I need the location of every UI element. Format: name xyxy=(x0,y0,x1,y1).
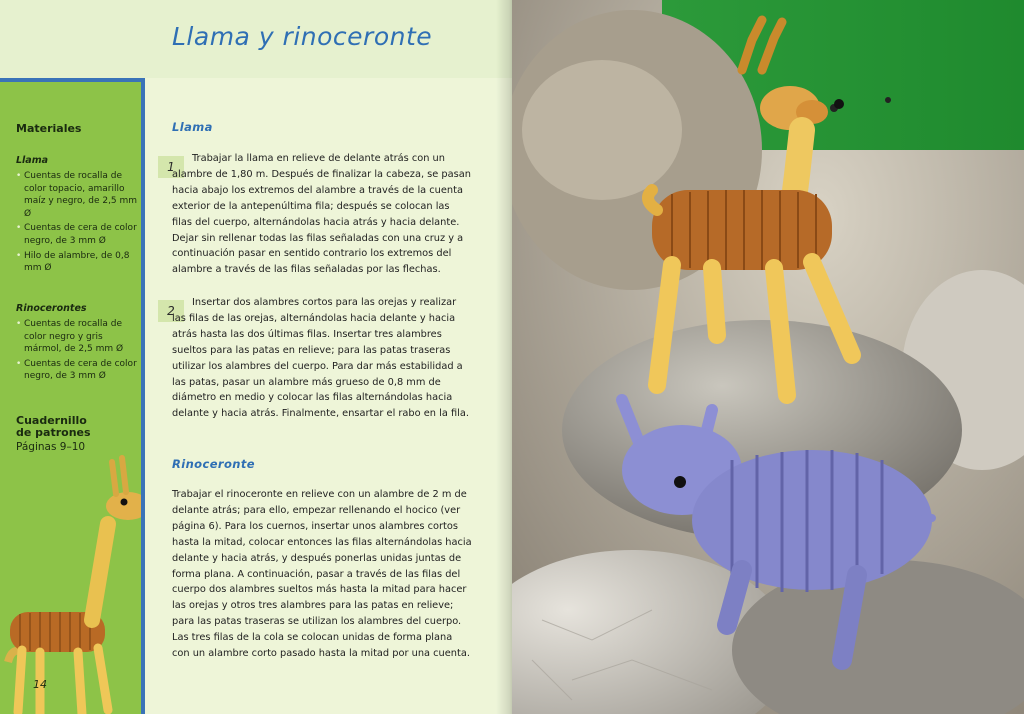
list-item: • Cuentas de rocalla de color topacio, amarillo maíz y negro, de 2,5 mm Ø xyxy=(16,170,141,220)
list-item: • Hilo de alambre, de 0,8 mm Ø xyxy=(16,250,141,275)
llama-section-heading: Llama xyxy=(172,120,213,134)
rhino-text: Trabajar el rinoceronte en relieve con un alambre de 2 m de delante atrás; para ello, empezar rellenando el hocico (ver página 6). Para los cuernos, insertar unos alambres cortos hasta la mitad, colocar entonces las filas alternándolas hacia delante y hacia atrás, y después ponerlas unidas juntas de forma plana. A continuación, pasar a través de las filas del cuerpo dos alambres sueltos más hasta la mitad para hacer las orejas y otros tres alambres para las patas en relieve; para las patas traseras se utilizan los alambres del cuerpo. Las tres filas de la cola se colocan unidas de forma plana con un alambre corto pasado hasta la mitad por una cuenta. xyxy=(172,489,472,660)
llama-step-2-text: Insertar dos alambres cortos para las orejas y realizar las filas de las orejas, alternándolas hacia delante y hacia atrás hasta las dos últimas filas. Insertar tres alambres sueltos para las patas en relieve; para las patas traseras utilizar los alambres del cuerpo. Para dar más estabilidad a las patas, pasar un alambre más grueso de 0,8 mm de diámetro en medio y colocar las filas alternándolas hacia delante y hacia atrás. Finalmente, ensartar el rabo en la fila. xyxy=(172,297,469,420)
llama-step-1-text: Trabajar la llama en relieve de delante atrás con un alambre de 1,80 m. Después de finalizar la cabeza, se pasan hacia abajo los extremos del alambre a través de la cuenta exterior de la antepenúltima fila; después se colocan las filas del cuerpo, alternándolas hacia atrás y hacia delante. Dejar sin rellenar todas las filas señaladas con una cruz y a continuación pasar en sentido contrario los extremos del alambre a través de las filas señaladas por las flechas. xyxy=(172,153,471,276)
beaded-animals-on-stones-photo xyxy=(512,0,1024,714)
patterns-pages: Páginas 9–10 xyxy=(16,441,86,453)
list-item: • Cuentas de cera de color negro, de 3 mm Ø xyxy=(16,358,141,383)
beaded-llama-thumbnail xyxy=(0,452,141,714)
patterns-heading-2: de patrones xyxy=(16,426,91,439)
page-number: 14 xyxy=(33,678,47,691)
rhino-materials-heading: Rinocerontes xyxy=(16,303,87,314)
materials-heading: Materiales xyxy=(16,122,82,135)
list-item: • Cuentas de rocalla de color negro y gris mármol, de 2,5 mm Ø xyxy=(16,318,141,356)
rhino-section-heading: Rinoceronte xyxy=(172,457,255,471)
step-1-number: 1 xyxy=(158,156,184,178)
product-photo xyxy=(512,0,1024,714)
llama-materials-list xyxy=(16,170,141,277)
llama-materials-heading: Llama xyxy=(16,155,49,166)
step-2-number: 2 xyxy=(158,300,184,322)
patterns-heading-1: Cuadernillo xyxy=(16,414,87,427)
page-title: Llama y rinoceronte xyxy=(172,22,433,51)
divider-vertical xyxy=(141,78,145,714)
rhino-materials-list xyxy=(16,318,141,385)
list-item: • Cuentas de cera de color negro, de 3 mm Ø xyxy=(16,222,141,247)
materials-sidebar xyxy=(0,82,141,714)
